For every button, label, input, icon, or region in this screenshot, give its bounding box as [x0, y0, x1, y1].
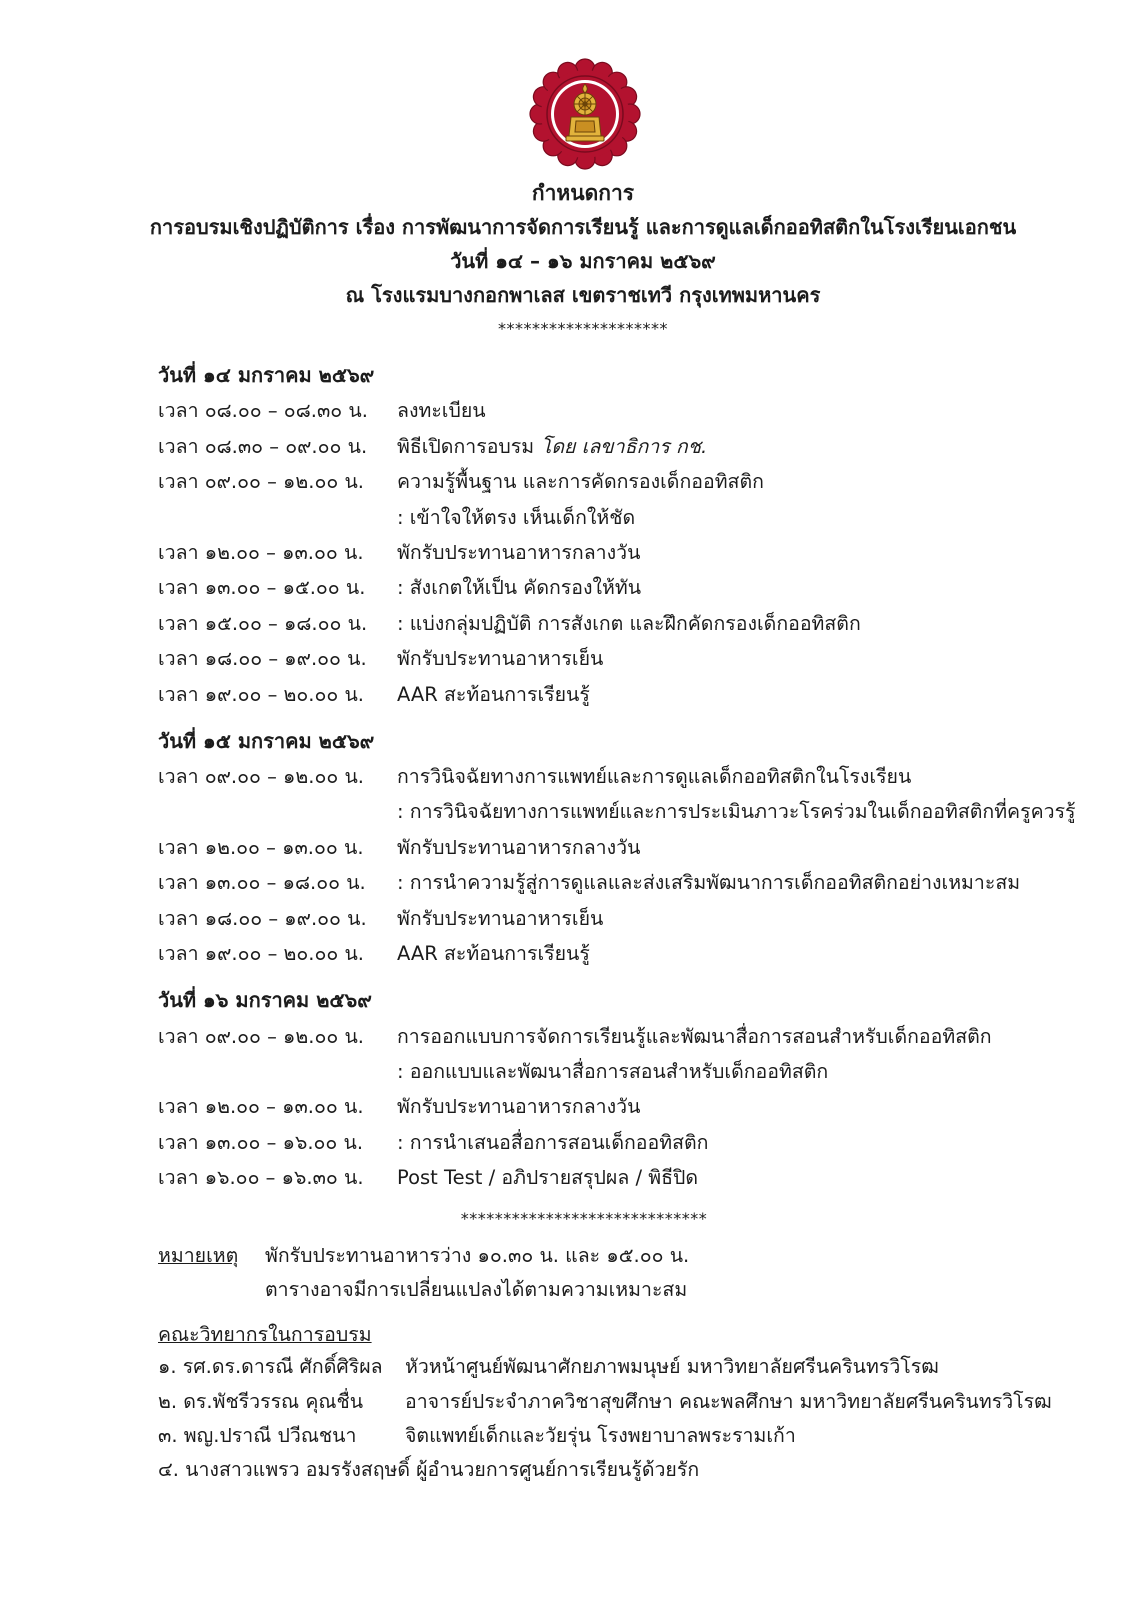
row-time: เวลา ๑๙.๐๐ – ๒๐.๐๐ น. [158, 682, 365, 706]
training-venue: ณ โรงแรมบางกอกพาเลส เขตราชเทวี กรุงเทพมหานคร [345, 283, 821, 307]
speaker-role: หัวหน้าศูนย์พัฒนาศักยภาพมนุษย์ มหาวิทยาลัยศรีนครินทรวิโรฒ [405, 1355, 939, 1379]
row-activity: ลงทะเบียน [397, 399, 486, 423]
row-activity: พักรับประทานอาหารกลางวัน [397, 541, 641, 565]
row-activity: พักรับประทานอาหารเย็น [397, 906, 604, 930]
row-activity: : การนำเสนอสื่อการสอนเด็กออทิสติก [397, 1130, 709, 1154]
row-activity: Post Test / อภิปรายสรุปผล / พิธีปิด [397, 1166, 699, 1190]
row-activity: : การนำความรู้สู่การดูแลและส่งเสริมพัฒนาการเด็กออทิสติกอย่างเหมาะสม [397, 871, 1021, 895]
row-time: เวลา ๑๓.๐๐ – ๑๕.๐๐ น. [158, 576, 366, 600]
day-heading: วันที่ ๑๕ มกราคม ๒๕๖๙ [158, 728, 375, 753]
header-separator: ******************** [498, 319, 668, 338]
schedule-row [158, 641, 1131, 676]
schedule-row [158, 393, 1131, 428]
activity-presenter: โดย เลขาธิการ กช. [540, 434, 708, 458]
speaker-name: ๔. นางสาวแพรว อมรรังสฤษดิ์ [158, 1458, 411, 1482]
note-label: หมายเหตุ [158, 1244, 239, 1267]
row-activity: AAR สะท้อนการเรียนรู้ [397, 682, 590, 706]
note-line: พักรับประทานอาหารว่าง ๑๐.๓๐ น. และ ๑๕.๐๐ น. [265, 1244, 690, 1267]
row-activity-detail: : การวินิจฉัยทางการแพทย์และการประเมินภาวะโรคร่วมในเด็กออทิสติกที่ครูควรรู้ [397, 800, 1076, 824]
row-activity: การออกแบบการจัดการเรียนรู้และพัฒนาสื่อการสอนสำหรับเด็กออทิสติก [397, 1024, 992, 1048]
row-activity: ความรู้พื้นฐาน และการคัดกรองเด็กออทิสติก [397, 470, 764, 494]
speaker-item [158, 1385, 1131, 1419]
row-activity: AAR สะท้อนการเรียนรู้ [397, 942, 590, 966]
schedule-row [158, 535, 1131, 570]
speaker-item [158, 1453, 1131, 1487]
speakers-section [158, 1318, 1131, 1488]
speaker-item [158, 1350, 1131, 1384]
note-row [158, 1239, 1131, 1273]
training-subtitle: การอบรมเชิงปฏิบัติการ เรื่อง การพัฒนาการจัดการเรียนรู้ และการดูแลเด็กออทิสติกในโรงเรียนเอกชน [149, 215, 1017, 239]
row-time: เวลา ๐๙.๐๐ – ๑๒.๐๐ น. [158, 1024, 365, 1048]
row-time: เวลา ๑๕.๐๐ – ๑๘.๐๐ น. [158, 611, 368, 635]
document-header [50, 176, 1116, 346]
row-time: เวลา ๐๘.๓๐ – ๐๙.๐๐ น. [158, 434, 368, 458]
row-activity: การวินิจฉัยทางการแพทย์และการดูแลเด็กออทิสติกในโรงเรียน [397, 765, 912, 789]
end-separator: ***************************** [460, 1209, 708, 1228]
schedule-row [158, 606, 1131, 641]
row-time: เวลา ๑๖.๐๐ – ๑๖.๓๐ น. [158, 1166, 364, 1190]
page-title: กำหนดการ [531, 181, 635, 205]
row-time: เวลา ๑๒.๐๐ – ๑๓.๐๐ น. [158, 1095, 364, 1119]
school-emblem-seal-icon [529, 58, 641, 170]
speaker-role: ผู้อำนวยการศูนย์การเรียนรู้ด้วยรัก [416, 1458, 700, 1482]
schedule-row [158, 901, 1131, 936]
row-activity: พักรับประทานอาหารกลางวัน [397, 835, 641, 859]
speaker-name: ๓. พญ.ปราณี ปวีณชนา [158, 1423, 357, 1447]
day-heading: วันที่ ๑๔ มกราคม ๒๕๖๙ [158, 363, 375, 387]
speaker-role: จิตแพทย์เด็กและวัยรุ่น โรงพยาบาลพระรามเก้า [405, 1423, 796, 1447]
schedule-row [158, 1160, 1131, 1195]
schedule-row [158, 464, 1131, 499]
schedule-row-continuation [158, 1054, 1131, 1089]
note-line: ตารางอาจมีการเปลี่ยนแปลงได้ตามความเหมาะสม [265, 1278, 688, 1301]
row-activity: พักรับประทานอาหารกลางวัน [397, 1095, 641, 1119]
schedule-row [158, 1019, 1131, 1054]
training-dates: วันที่ ๑๔ – ๑๖ มกราคม ๒๕๖๙ [450, 249, 716, 273]
row-time: เวลา ๑๓.๐๐ – ๑๘.๐๐ น. [158, 871, 366, 895]
schedule-row [158, 865, 1131, 900]
speaker-role: อาจารย์ประจำภาควิชาสุขศึกษา คณะพลศึกษา มหาวิทยาลัยศรีนครินทรวิโรฒ [405, 1389, 1052, 1413]
activity-text: พิธีเปิดการอบรม [397, 434, 535, 458]
schedule-row [158, 677, 1131, 712]
schedule-row [158, 1125, 1131, 1160]
row-time: เวลา ๑๘.๐๐ – ๑๙.๐๐ น. [158, 647, 367, 671]
row-activity: พักรับประทานอาหารเย็น [397, 647, 604, 671]
row-time: เวลา ๑๙.๐๐ – ๒๐.๐๐ น. [158, 942, 365, 966]
row-activity: : แบ่งกลุ่มปฏิบัติ การสังเกต และฝึกคัดกรองเด็กออทิสติก [397, 611, 861, 635]
day-heading: วันที่ ๑๖ มกราคม ๒๕๖๙ [158, 988, 372, 1013]
note-section [158, 1239, 1131, 1307]
row-time: เวลา ๐๙.๐๐ – ๑๒.๐๐ น. [158, 765, 365, 789]
row-time: เวลา ๑๘.๐๐ – ๑๙.๐๐ น. [158, 906, 367, 930]
speaker-item [158, 1419, 1131, 1453]
speaker-name: ๒. ดร.พัชรีวรรณ คุณชื่น [158, 1389, 364, 1413]
row-time: เวลา ๐๙.๐๐ – ๑๒.๐๐ น. [158, 470, 365, 494]
seal-graphic [529, 58, 641, 170]
schedule-row [158, 570, 1131, 605]
schedule-row [158, 429, 1131, 464]
row-time: เวลา ๑๒.๐๐ – ๑๓.๐๐ น. [158, 541, 364, 565]
schedule-row [158, 759, 1131, 794]
row-activity-detail: : ออกแบบและพัฒนาสื่อการสอนสำหรับเด็กออทิสติก [397, 1059, 829, 1083]
schedule-row-continuation [158, 500, 1131, 535]
row-time: เวลา ๑๒.๐๐ – ๑๓.๐๐ น. [158, 835, 364, 859]
schedule-row [158, 936, 1131, 971]
schedule-row [158, 1089, 1131, 1124]
speaker-name: ๑. รศ.ดร.ดารณี ศักดิ์ศิริผล [158, 1355, 383, 1379]
row-activity-detail: : เข้าใจให้ตรง เห็นเด็กให้ชัด [397, 505, 636, 529]
row-time: เวลา ๑๓.๐๐ – ๑๖.๐๐ น. [158, 1130, 364, 1154]
row-time: เวลา ๐๘.๐๐ – ๐๘.๓๐ น. [158, 399, 368, 423]
speakers-heading: คณะวิทยากรในการอบรม [158, 1323, 372, 1346]
schedule [158, 358, 1131, 1196]
row-activity: : สังเกตให้เป็น คัดกรองให้ทัน [397, 576, 642, 600]
row-activity [397, 429, 707, 464]
schedule-row-continuation [158, 794, 1131, 829]
schedule-row [158, 830, 1131, 865]
